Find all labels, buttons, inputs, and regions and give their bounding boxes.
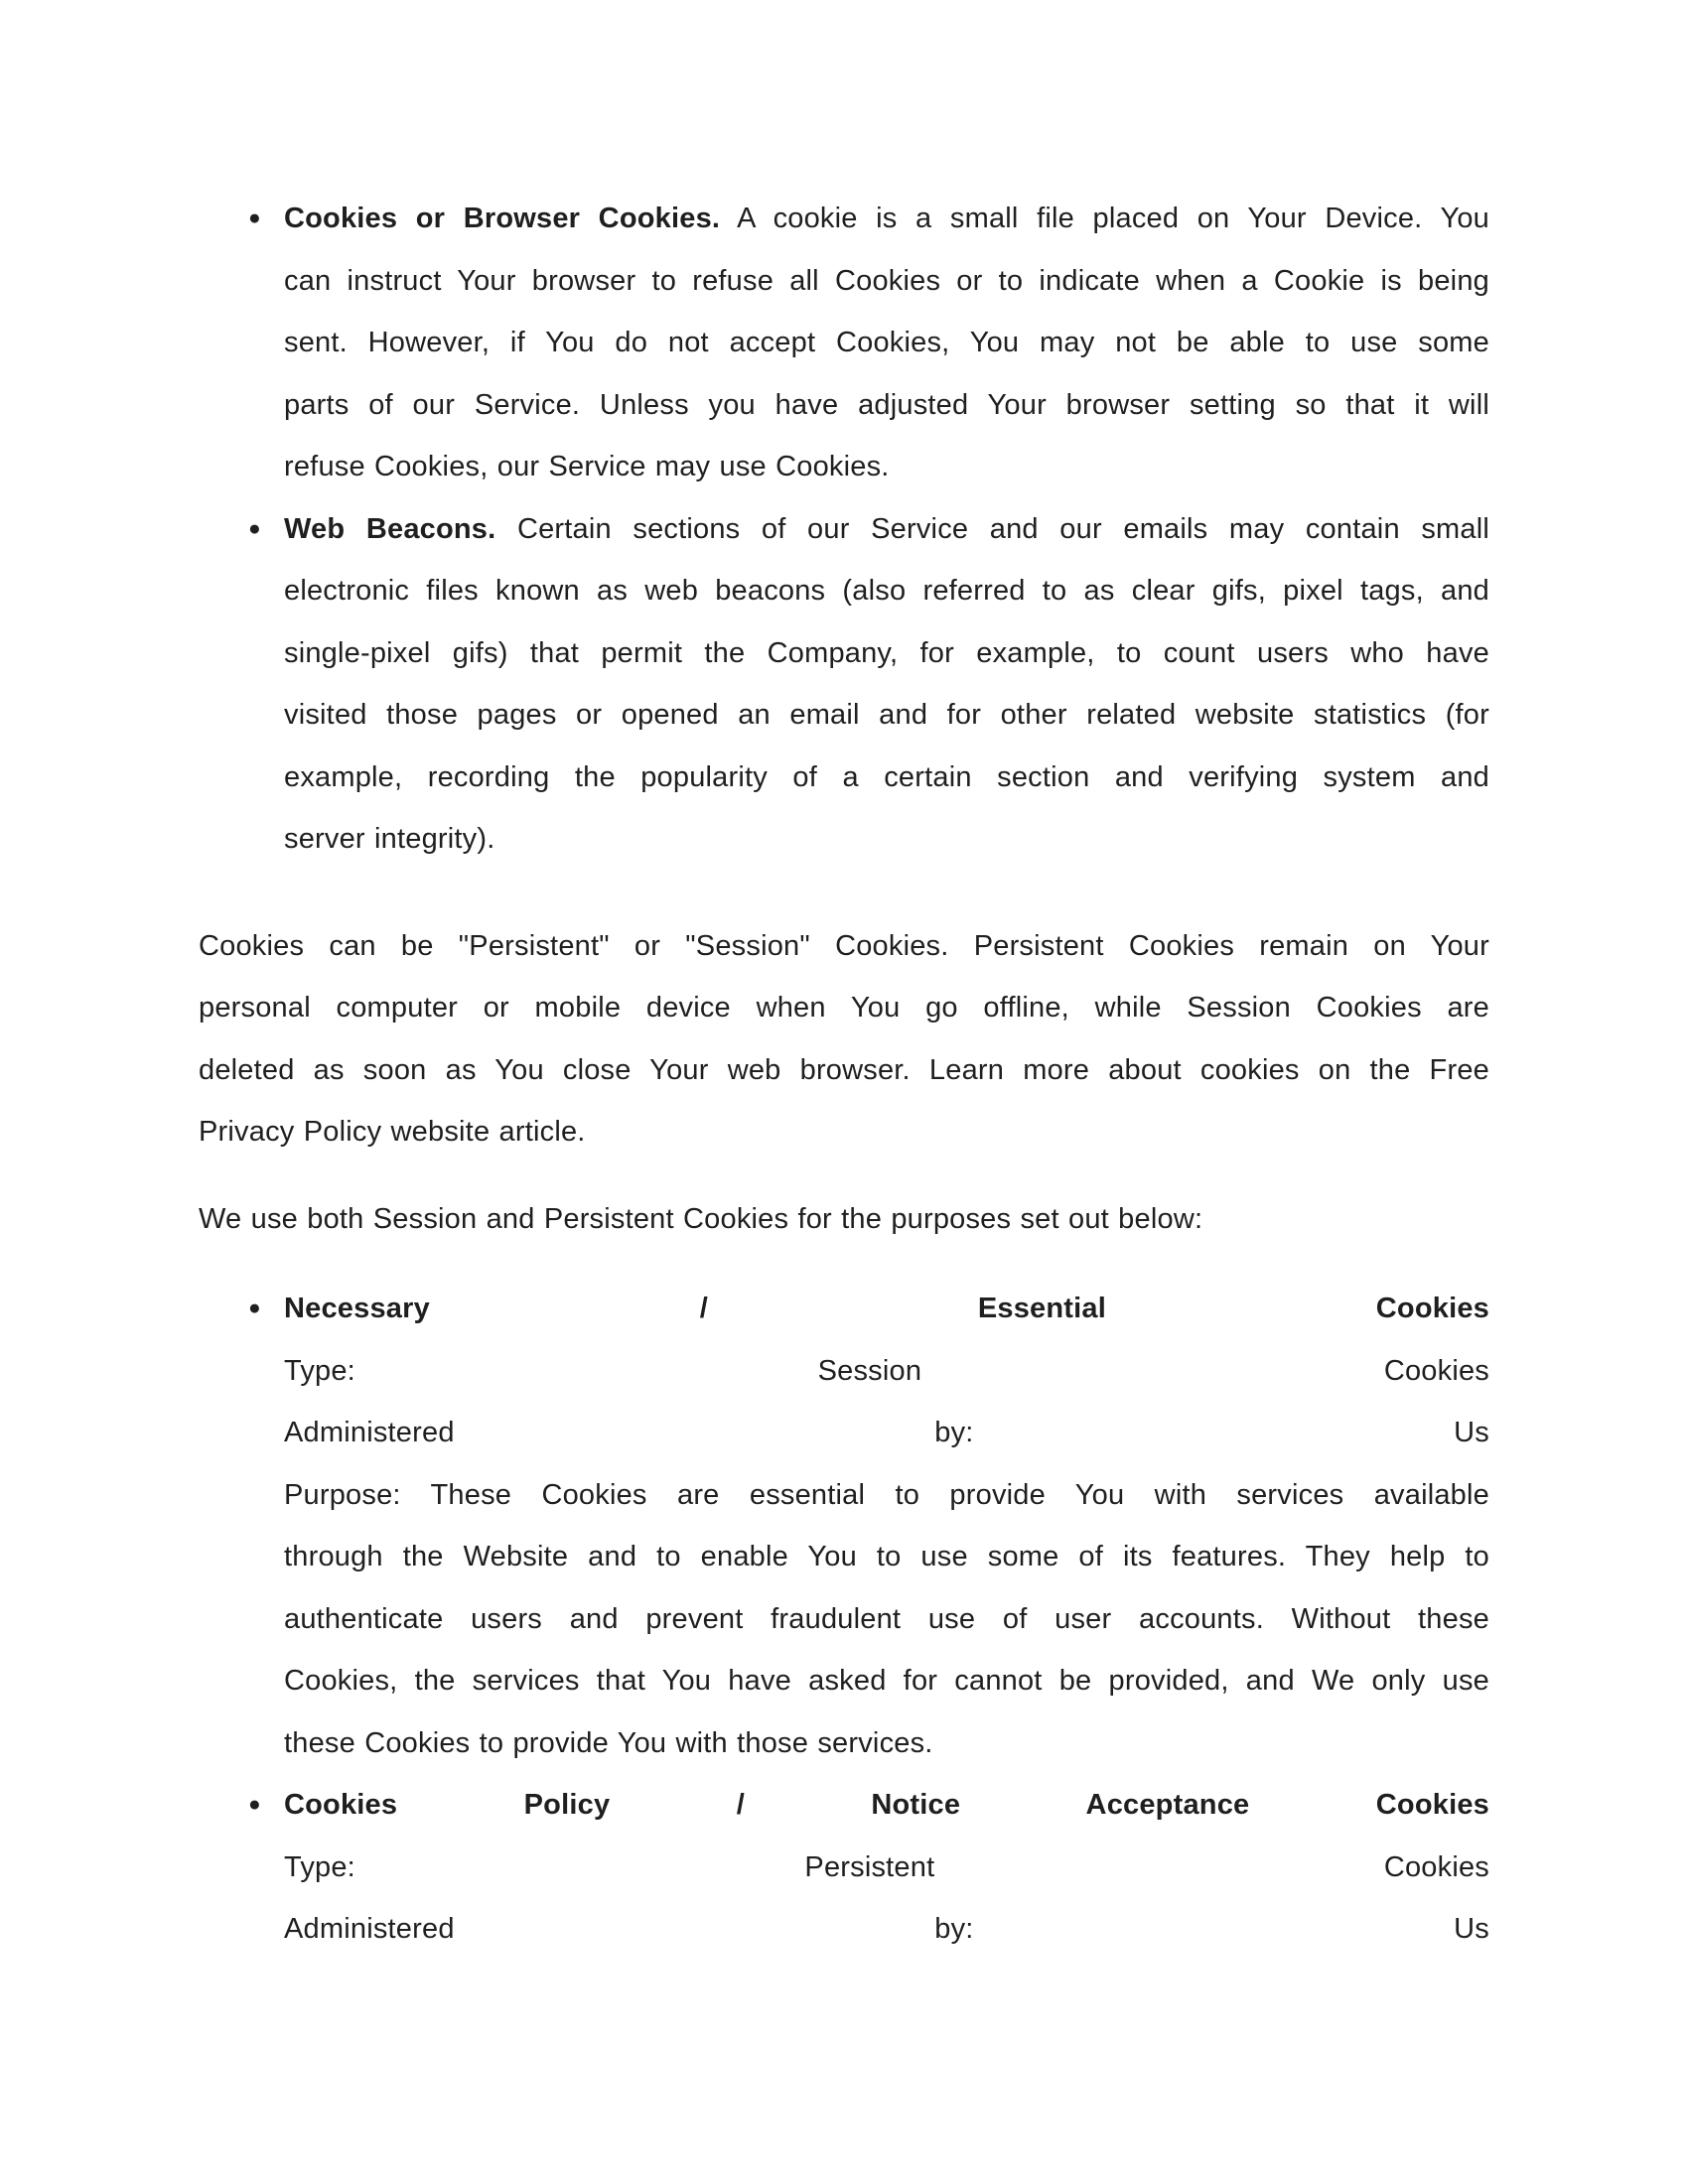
paragraph-usage-intro: We use both Session and Persistent Cookies for the purposes set out below:	[199, 1202, 1203, 1235]
bullet-icon: ●	[248, 516, 261, 540]
definition-description: A cookie is a small file placed on Your Device. You	[720, 203, 1489, 234]
definition-line: refuse Cookies, our Service may use Cookies.	[284, 451, 890, 482]
bullet-icon: ●	[248, 206, 261, 229]
definition-line: server integrity).	[284, 823, 495, 855]
paragraph-line: Privacy Policy website article.	[199, 1116, 586, 1148]
paragraph-cookie-types	[199, 915, 1489, 1163]
cookie-purpose-title: Cookies Policy / Notice Acceptance Cookies	[284, 1789, 1489, 1821]
definition-item-cookies	[199, 188, 1489, 498]
definition-description: Certain sections of our Service and our emails may contain small	[495, 512, 1489, 545]
cookie-purpose-title: Necessary / Essential Cookies	[284, 1293, 1489, 1324]
definition-line	[284, 188, 1489, 250]
definition-line: sent. However, if You do not accept Cookies, You may not be able to use some	[284, 327, 1489, 358]
paragraph-line: personal computer or mobile device when You go offline, while Session Cookies are	[199, 992, 1489, 1024]
definition-item-web-beacons	[199, 498, 1489, 871]
bullet-icon: ●	[248, 1793, 261, 1816]
cookie-purposes-list	[199, 1278, 1489, 1961]
purpose-line: authenticate users and prevent fraudulent use of user accounts. Without these	[284, 1602, 1489, 1635]
definition-term: Web Beacons.	[284, 512, 496, 545]
cookie-definitions-list	[199, 188, 1489, 871]
definition-line: electronic files known as web beacons (also referred to as clear gifs, pixel tags, and	[284, 575, 1489, 607]
purpose-line: Purpose: These Cookies are essential to provide You with services available	[284, 1478, 1489, 1511]
definition-line: can instruct Your browser to refuse all Cookies or to indicate when a Cookie is being	[284, 264, 1489, 297]
administered-by-line: Administered by: Us	[284, 1417, 1489, 1448]
purpose-line: Cookies, the services that You have asked for cannot be provided, and We only use	[284, 1665, 1489, 1697]
purpose-line: these Cookies to provide You with those services.	[284, 1726, 933, 1759]
paragraph-line: Cookies can be "Persistent" or "Session" Cookies. Persistent Cookies remain on Your	[199, 929, 1489, 962]
definition-line: visited those pages or opened an email and for other related website statistics (for	[284, 699, 1489, 731]
cookie-type-line: Type: Persistent Cookies	[284, 1850, 1489, 1883]
definition-line	[284, 498, 1489, 561]
paragraph-line: deleted as soon as You close Your web browser. Learn more about cookies on the Free	[199, 1053, 1489, 1086]
definition-line: example, recording the popularity of a certain section and verifying system and	[284, 760, 1489, 793]
bullet-icon: ●	[248, 1297, 261, 1319]
cookie-type-line: Type: Session Cookies	[284, 1354, 1489, 1387]
cookie-purpose-item-necessary	[199, 1278, 1489, 1774]
definition-line: single-pixel gifs) that permit the Company, for example, to count users who have	[284, 636, 1489, 669]
definition-term: Cookies or Browser Cookies.	[284, 203, 721, 234]
definition-line: parts of our Service. Unless you have adjusted Your browser setting so that it will	[284, 388, 1489, 421]
purpose-line: through the Website and to enable You to use some of its features. They help to	[284, 1541, 1489, 1572]
cookie-purpose-item-acceptance	[199, 1774, 1489, 1961]
administered-by-line: Administered by: Us	[284, 1913, 1489, 1945]
